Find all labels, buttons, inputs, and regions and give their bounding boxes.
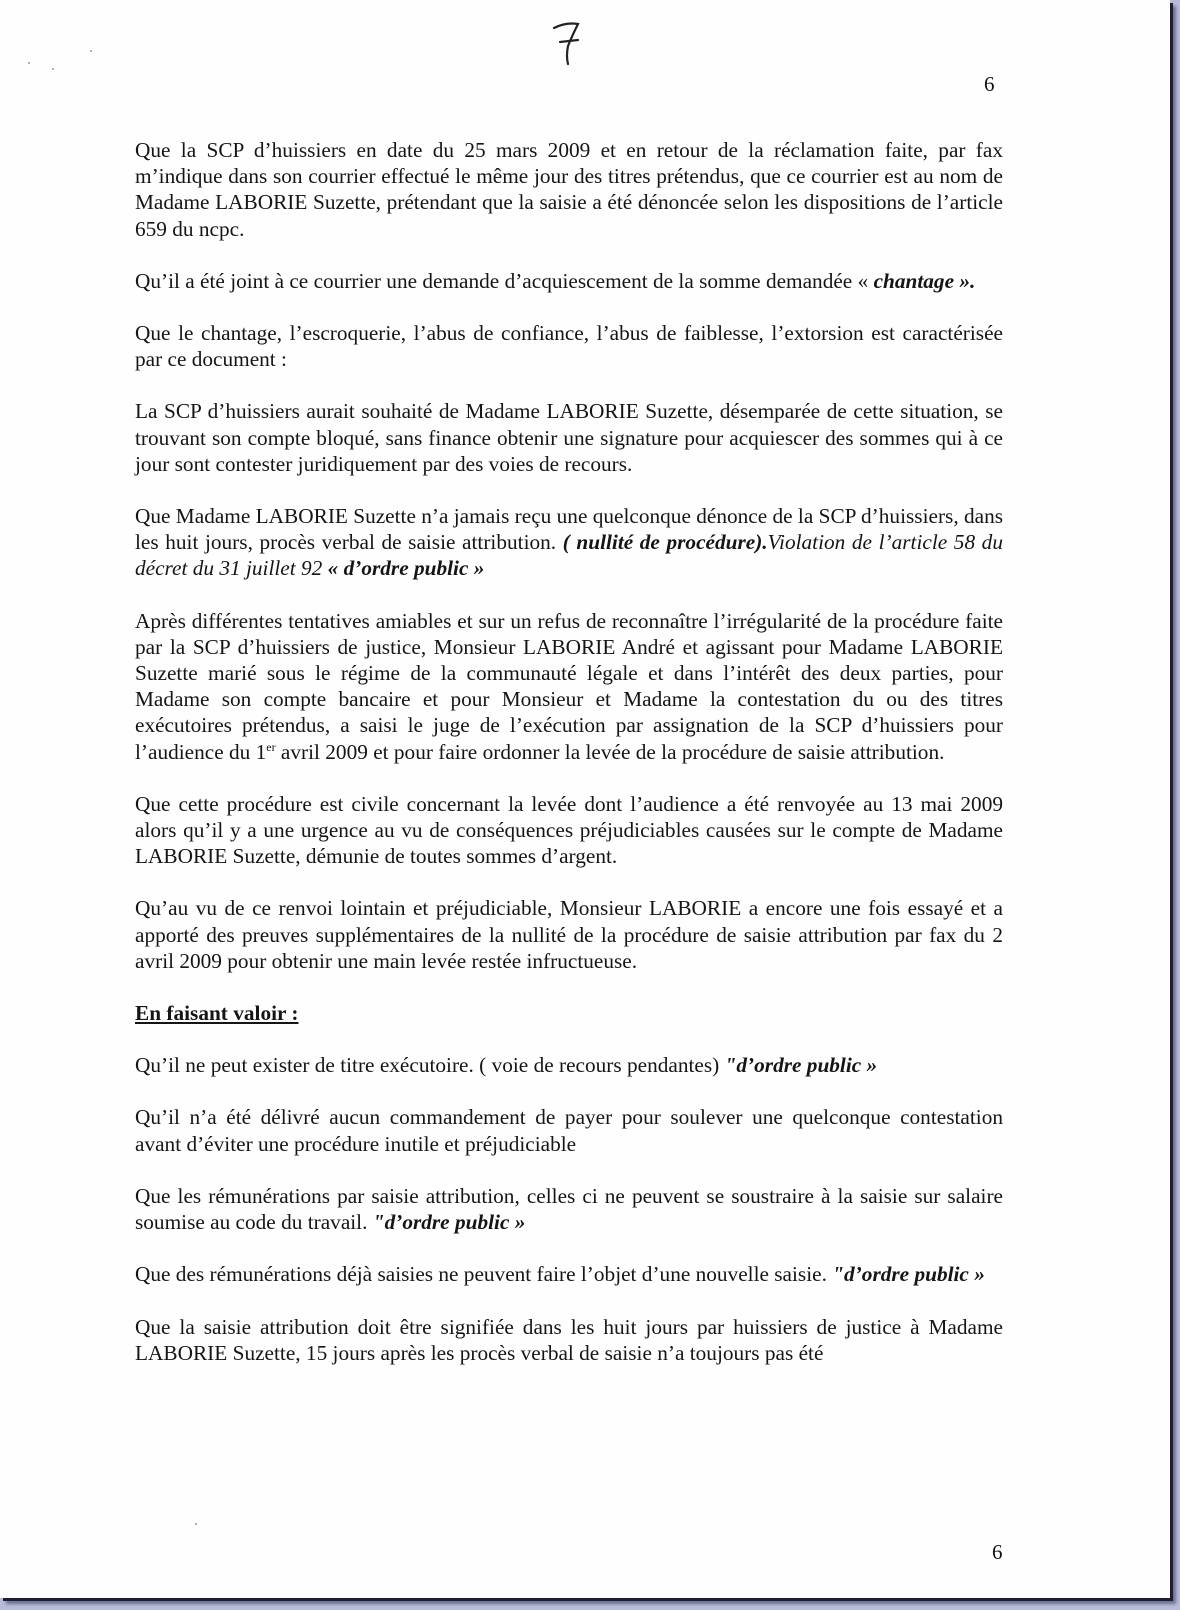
scan-speck: [90, 50, 92, 52]
scan-speck: [195, 1523, 197, 1525]
scan-speck: [28, 62, 30, 64]
emphasis-chantage: chantage ».: [873, 268, 976, 293]
italic-violation: Violation de l’article 58 du décret du 31 juillet 92: [135, 530, 1003, 581]
document-body: [135, 137, 1003, 1366]
emphasis-nullite: ( nullité de procédure).: [562, 530, 768, 555]
paragraph-10: Qu’il n’a été délivré aucun commandement de payer pour soulever une quelconque contestation avant d’éviter une procédure inutile et préjudiciable: [135, 1105, 1003, 1156]
emphasis-ordre-public: "d’ordre public »: [724, 1053, 878, 1078]
paragraph-4: La SCP d’huissiers aurait souhaité de Madame LABORIE Suzette, désemparée de cette situation, se trouvant son compte bloqué, sans finance obtenir une signature pour acquiescer des sommes qui à ce jour sont contester juridiquement par des voies de recours.: [135, 399, 1003, 476]
paragraph-1: Que la SCP d’huissiers en date du 25 mars 2009 et en retour de la réclamation faite, par fax m’indique dans son courrier effectué le même jour des titres prétendus, que ce courrier est au nom de Madame LABORIE Suzette, prétendant que la saisie a été dénoncée selon les dispositions de l’article 659 du ncpc.: [135, 138, 1003, 241]
paragraph-5: Que Madame LABORIE Suzette n’a jamais reçu une quelconque dénonce de la SCP d’huissiers, dans les huit jours, procès verbal de saisie attribution. ( nullité de procédure).Violation de l’article 58 du décret du 31 juillet 92 « d’ordre public »: [135, 504, 1004, 581]
section-heading: En faisant valoir :: [135, 1001, 299, 1026]
paragraph-11: Que les rémunérations par saisie attribution, celles ci ne peuvent se soustraire à la saisie sur salaire soumise au code du travail. "d’ordre public »: [135, 1183, 1003, 1235]
scan-speck: [52, 68, 54, 70]
paragraph-3: Que le chantage, l’escroquerie, l’abus de confiance, l’abus de faiblesse, l’extorsion est caractérisée par ce document :: [135, 321, 1003, 372]
paragraph-2: Qu’il a été joint à ce courrier une demande d’acquiescement de la somme demandée « chantage ».: [135, 268, 976, 293]
emphasis-ordre-public: "d’ordre public »: [832, 1262, 985, 1287]
paragraph-9: Qu’il ne peut exister de titre exécutoire. ( voie de recours pendantes) "d’ordre public »: [135, 1053, 878, 1078]
page-number-top: 6: [984, 72, 995, 96]
paragraph-7: Que cette procédure est civile concernant la levée dont l’audience a été renvoyée au 13 mai 2009 alors qu’il y a une urgence au vu de conséquences préjudiciables causées sur le compte de Madame LABORIE Suzette, démunie de toutes sommes d’argent.: [135, 791, 1003, 869]
handwritten-page-mark: [548, 18, 588, 68]
emphasis-ordre-public: "d’ordre public »: [372, 1210, 526, 1235]
paragraph-8: Qu’au vu de ce renvoi lointain et préjudiciable, Monsieur LABORIE a encore une fois essayé et a apporté des preuves supplémentaires de la nullité de la procédure de saisie attribution par fax du 2 avril 2009 pour obtenir une main levée restée infructueuse.: [135, 896, 1003, 973]
emphasis-ordre-public: « d’ordre public »: [327, 556, 485, 581]
paragraph-13: Que la saisie attribution doit être signifiée dans les huit jours par huissiers de justice à Madame LABORIE Suzette, 15 jours après les procès verbal de saisie n’a toujours pas été: [135, 1314, 1003, 1365]
paragraph-12: Que des rémunérations déjà saisies ne peuvent faire l’objet d’une nouvelle saisie. "d’ordre public »: [135, 1262, 985, 1287]
paragraph-6: Après différentes tentatives amiables et sur un refus de reconnaître l’irrégularité de la procédure faite par la SCP d’huissiers de justice, Monsieur LABORIE André et agissant pour Madame LABORIE Suzette marié sous le régime de la communauté légale et dans l’intérêt des deux parties, pour Madame son compte bancaire et pour Monsieur et Madame la contestation du ou des titres exécutoires prétendus, a saisi le juge de l’exécution par assignation de la SCP d’huissiers pour l’audience du 1er avril 2009 et pour faire ordonner la levée de la procédure de saisie attribution.: [135, 608, 1003, 764]
page-number-bottom: 6: [992, 1540, 1003, 1564]
